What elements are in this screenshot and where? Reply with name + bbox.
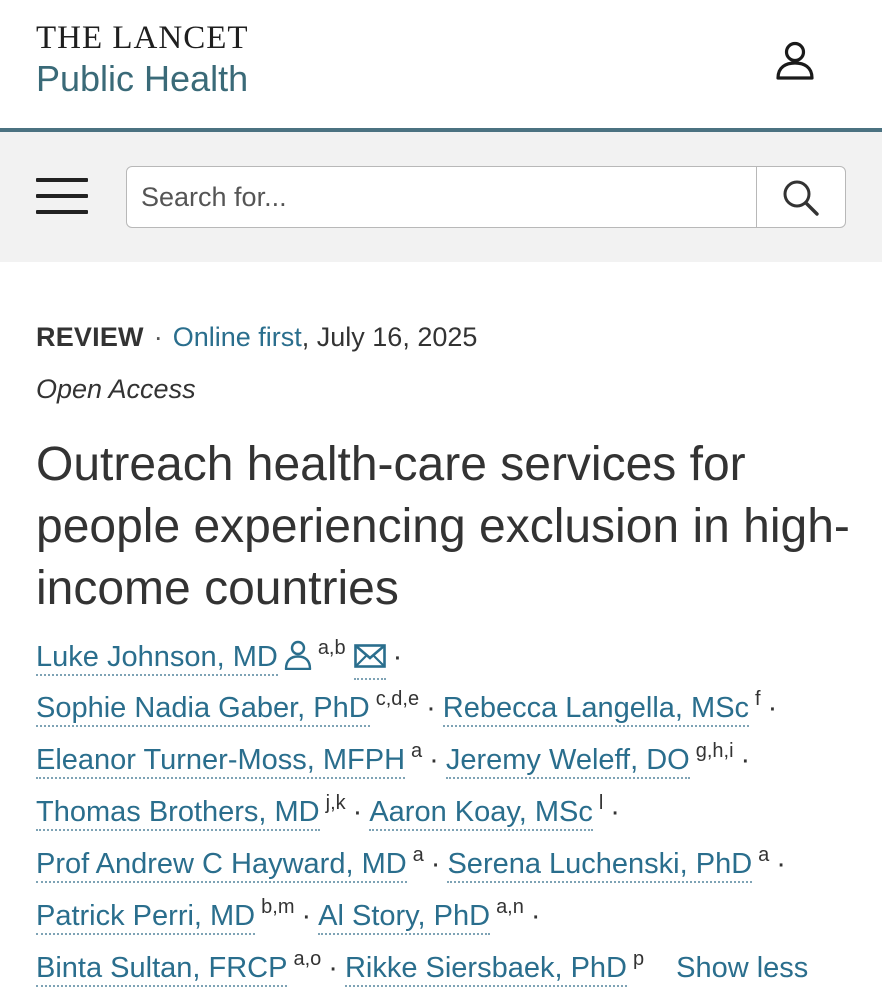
author-link[interactable]: Al Story, PhD <box>318 900 490 935</box>
logo-journal-name[interactable]: THE LANCET <box>36 20 249 56</box>
author-separator: · <box>328 952 338 984</box>
site-header <box>0 0 882 130</box>
author-link[interactable]: Luke Johnson, MD <box>36 641 278 676</box>
author-line <box>36 688 784 725</box>
search-bar-region <box>0 132 882 262</box>
publication-date: , July 16, 2025 <box>301 322 478 352</box>
magnifier-icon <box>781 179 821 217</box>
author-link[interactable]: Thomas Brothers, MD <box>36 796 320 831</box>
author-separator: · <box>352 796 363 828</box>
author-line <box>36 792 627 829</box>
person-icon[interactable] <box>284 640 312 678</box>
author-line <box>36 896 548 933</box>
hamburger-menu-icon[interactable] <box>36 178 90 218</box>
affiliation-marker: b,m <box>261 896 295 918</box>
author-separator: · <box>610 796 620 828</box>
author-separator: · <box>426 692 436 724</box>
affiliation-marker: a,b <box>317 637 346 659</box>
author-link[interactable]: Rebecca Langella, MSc <box>443 692 749 727</box>
author-separator: · <box>301 900 312 932</box>
author-link[interactable]: Serena Luchenski, PhD <box>447 848 752 883</box>
envelope-icon[interactable] <box>354 643 386 680</box>
article-type: REVIEW <box>36 322 144 352</box>
author-link[interactable]: Rikke Siersbaek, PhD <box>345 952 627 987</box>
meta-separator: · <box>153 322 163 352</box>
user-icon[interactable] <box>772 38 818 84</box>
affiliation-marker: c,d,e <box>375 688 420 710</box>
search-input[interactable] <box>127 167 755 227</box>
author-link[interactable]: Jeremy Weleff, DO <box>446 744 690 779</box>
author-separator: · <box>530 900 541 932</box>
author-separator: · <box>740 744 751 776</box>
affiliation-marker: a,n <box>496 896 524 918</box>
online-first-link[interactable]: Online first <box>172 322 302 352</box>
affiliation-marker: f <box>755 688 761 710</box>
affiliation-marker: j,k <box>325 792 346 814</box>
author-link[interactable]: Eleanor Turner-Moss, MFPH <box>36 744 405 779</box>
author-link[interactable]: Sophie Nadia Gaber, PhD <box>36 692 370 727</box>
author-line <box>36 637 409 680</box>
author-link[interactable]: Prof Andrew C Hayward, MD <box>36 848 407 883</box>
affiliation-marker: a,o <box>293 948 322 970</box>
open-access-label: Open Access <box>36 374 196 404</box>
author-separator: · <box>767 692 778 724</box>
author-separator: · <box>392 641 403 673</box>
author-link[interactable]: Patrick Perri, MD <box>36 900 255 935</box>
author-separator: · <box>429 744 439 776</box>
affiliation-marker: a <box>412 844 424 866</box>
author-line <box>36 948 809 985</box>
affiliation-marker: g,h,i <box>695 740 734 762</box>
author-separator: · <box>776 848 786 880</box>
affiliation-marker: a <box>411 740 423 762</box>
affiliation-marker: l <box>598 792 604 814</box>
affiliation-marker: p <box>633 948 645 970</box>
author-link[interactable]: Aaron Koay, MSc <box>369 796 593 831</box>
author-separator: · <box>430 848 441 880</box>
search-button[interactable] <box>756 167 845 227</box>
article-meta <box>36 322 477 353</box>
author-link[interactable]: Binta Sultan, FRCP <box>36 952 287 987</box>
show-less-link[interactable]: Show less <box>676 952 809 984</box>
search-box <box>126 166 846 228</box>
article-title: Outreach health-care services for people experiencing exclusion in high-income countries <box>36 438 850 615</box>
affiliation-marker: a <box>758 844 770 866</box>
logo-journal-subtitle[interactable]: Public Health <box>36 58 249 99</box>
author-line <box>36 844 793 881</box>
author-line <box>36 740 757 777</box>
